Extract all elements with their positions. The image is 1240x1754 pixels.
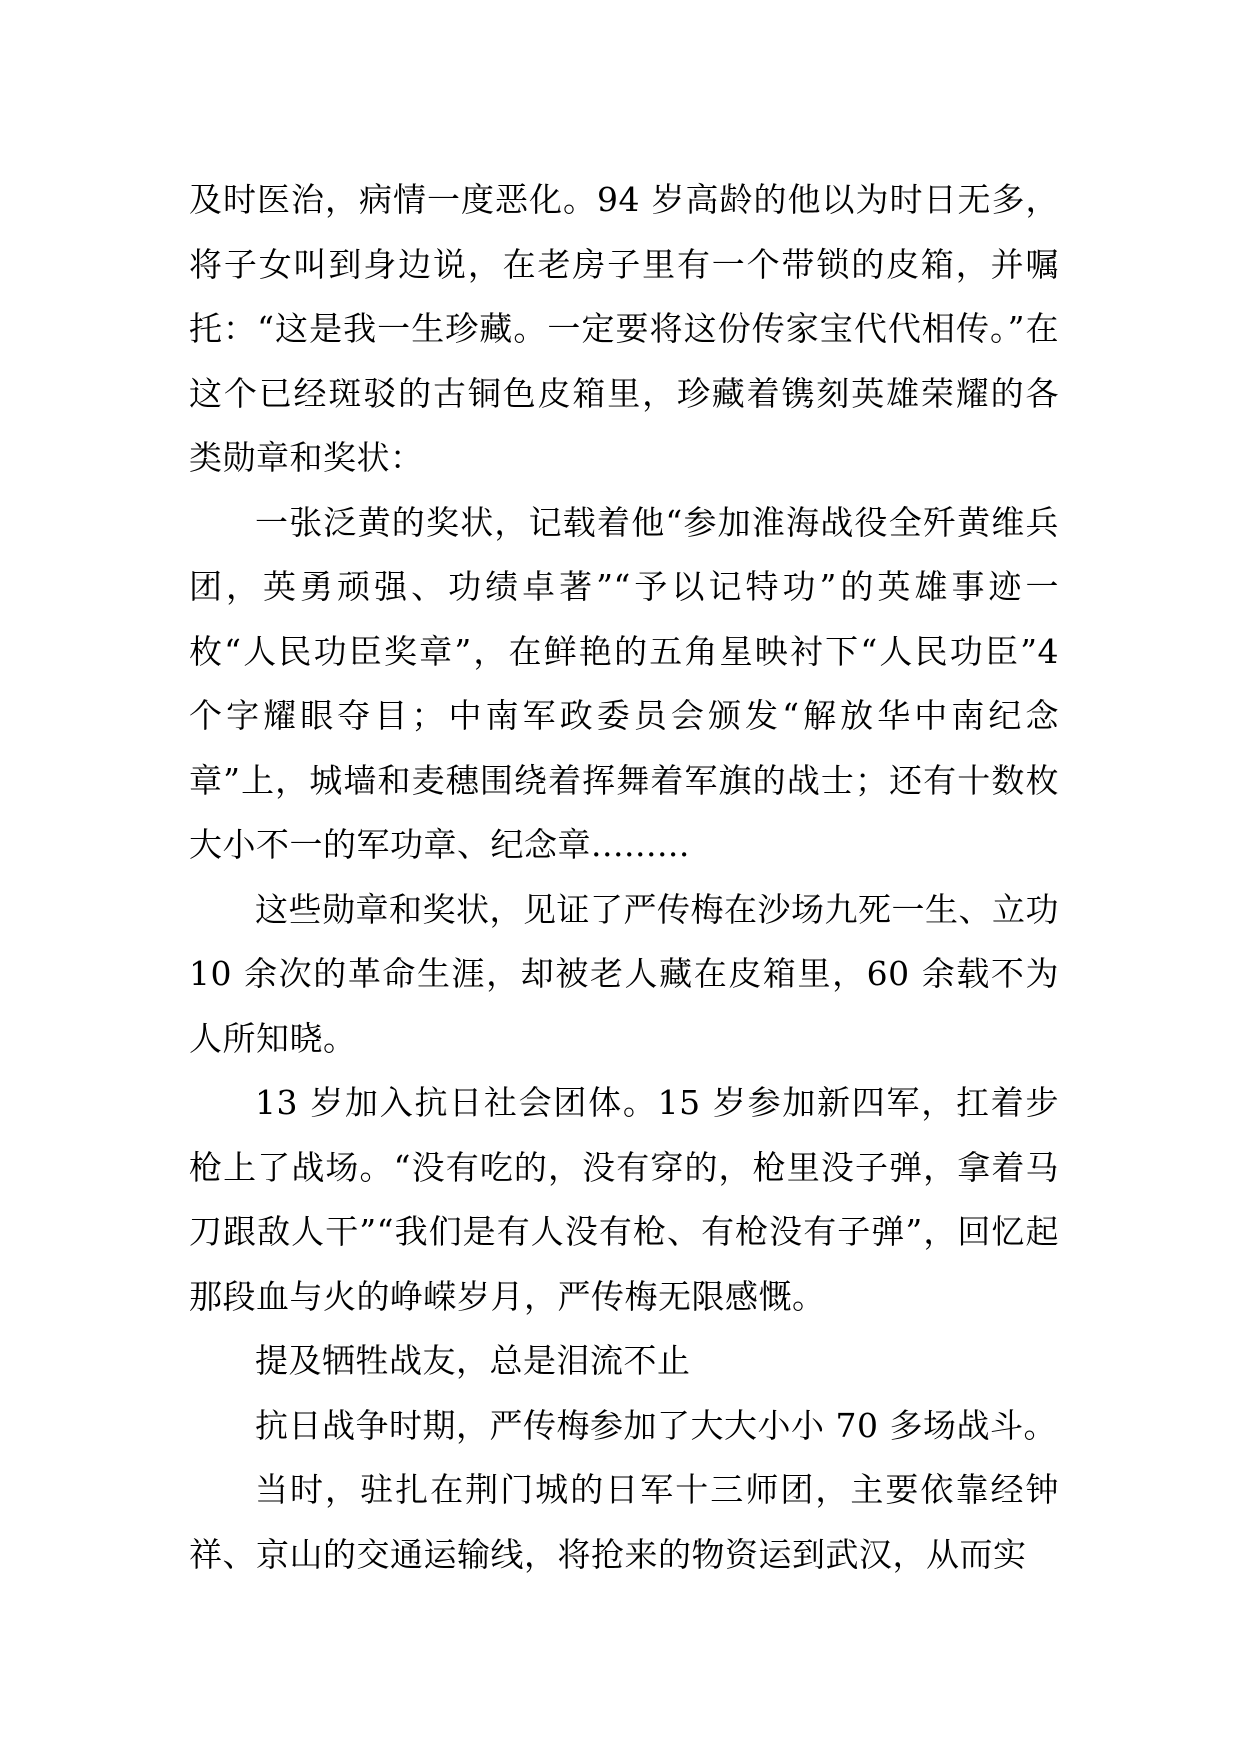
article-body bbox=[189, 168, 1059, 1587]
section-heading: 提及牺牲战友，总是泪流不止 bbox=[255, 1341, 691, 1380]
paragraph-2: 一张泛黄的奖状，记载着他“参加淮海战役全歼黄维兵团，英勇顽强、功绩卓著”“予以记特功”的英雄事迹一枚“人民功臣奖章”，在鲜艳的五角星映衬下“人民功臣”4 个字耀眼夺目；中南军政委员会颁发“解放华中南纪念章”上，城墙和麦穗围绕着挥舞着军旗的战士；还有十数枚大小不一的军功章、纪念章......... bbox=[189, 502, 1059, 864]
paragraph-3: 这些勋章和奖状，见证了严传梅在沙场九死一生、立功 10 余次的革命生涯，却被老人藏在皮箱里，60 余载不为人所知晓。 bbox=[189, 889, 1059, 1058]
paragraph-1: 及时医治，病情一度恶化。94 岁高龄的他以为时日无多，将子女叫到身边说，在老房子里有一个带锁的皮箱，并嘱托：“这是我一生珍藏。一定要将这份传家宝代代相传。”在这个已经斑驳的古铜色皮箱里，珍藏着镌刻英雄荣耀的各类勋章和奖状： bbox=[189, 180, 1059, 477]
paragraph-5: 抗日战争时期，严传梅参加了大大小小 70 多场战斗。 bbox=[255, 1405, 1057, 1445]
paragraph-6: 当时，驻扎在荆门城的日军十三师团，主要依靠经钟祥、京山的交通运输线，将抢来的物资运到武汉，从而实 bbox=[189, 1470, 1059, 1574]
paragraph-4: 13 岁加入抗日社会团体。15 岁参加新四军，扛着步枪上了战场。“没有吃的，没有穿的，枪里没子弹，拿着马刀跟敌人干”“我们是有人没有枪、有枪没有子弹”，回忆起那段血与火的峥嵘岁月，严传梅无限感慨。 bbox=[189, 1083, 1059, 1316]
